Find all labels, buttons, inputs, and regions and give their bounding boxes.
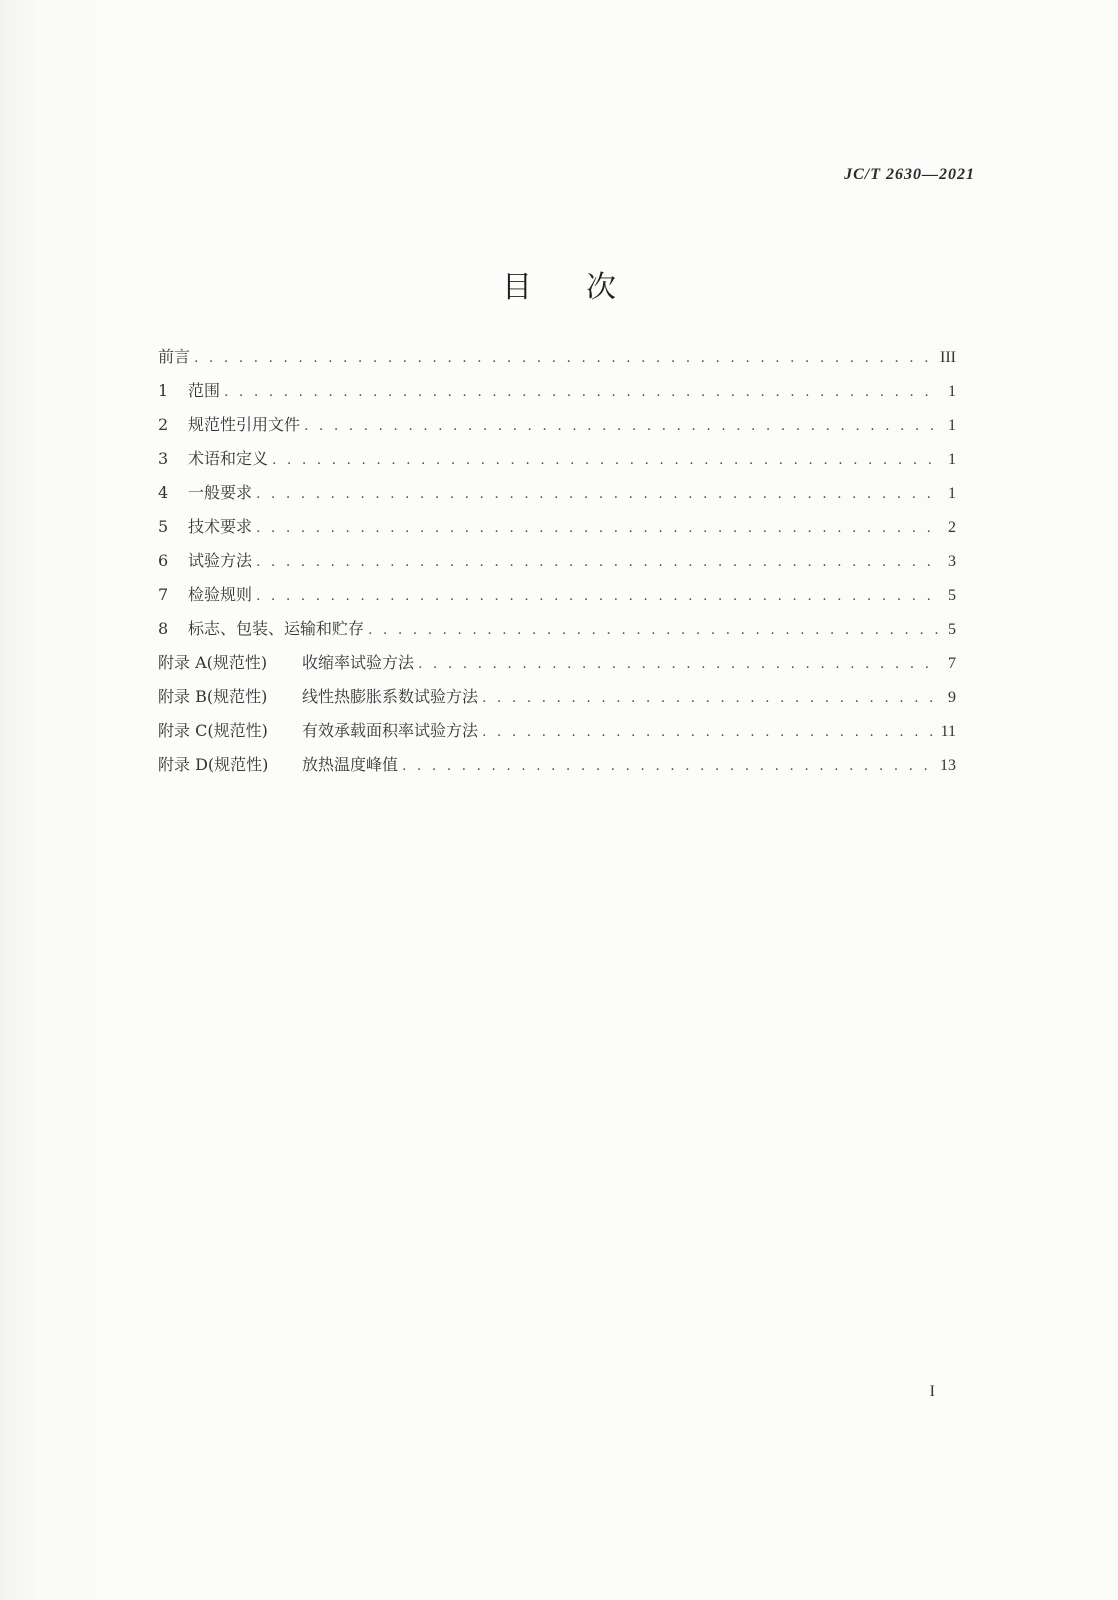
toc-entry-test-methods[interactable] — [158, 548, 956, 582]
toc-leader-dots — [224, 384, 938, 400]
toc-leader-dots — [482, 690, 938, 706]
toc-entry-label: 一般要求 — [188, 483, 253, 502]
toc-entry-label: 技术要求 — [188, 517, 253, 536]
toc-entry-label: 有效承载面积率试验方法 — [302, 721, 479, 740]
toc-entry-scope[interactable] — [158, 378, 956, 412]
toc-leader-dots — [272, 452, 938, 468]
toc-leader-dots — [304, 418, 938, 434]
toc-entry-page: 1 — [948, 451, 956, 468]
toc-title: 目次 — [502, 270, 670, 305]
toc-leader-dots — [418, 656, 938, 672]
toc-leader-dots — [256, 588, 938, 604]
toc-entry-general-requirements[interactable] — [158, 480, 956, 514]
toc-entry-page: 13 — [940, 757, 956, 774]
toc-entry-annex-b[interactable] — [158, 684, 956, 718]
toc-entry-number: 1 — [158, 381, 169, 400]
toc-leader-dots — [402, 758, 934, 774]
standard-code: JC/T 2630—2021 — [844, 166, 975, 183]
toc-entry-label: 规范性引用文件 — [188, 415, 301, 434]
toc-entry-inspection-rules[interactable] — [158, 582, 956, 616]
toc-entry-label: 线性热膨胀系数试验方法 — [302, 687, 479, 706]
toc-entry-label: 收缩率试验方法 — [302, 653, 415, 672]
toc-entry-normative-references[interactable] — [158, 412, 956, 446]
toc-leader-dots — [256, 520, 938, 536]
toc-entry-number: 2 — [158, 415, 169, 434]
toc-entry-page: 2 — [948, 519, 956, 536]
toc-entry-page: 3 — [948, 553, 956, 570]
toc-annex-prefix: 附录 A(规范性) — [158, 653, 268, 672]
toc-entry-label: 试验方法 — [188, 551, 253, 570]
toc-entry-label: 术语和定义 — [188, 449, 269, 468]
toc-entry-number: 3 — [158, 449, 169, 468]
toc-entry-label: 前言 — [158, 347, 191, 366]
toc-entry-label: 放热温度峰值 — [302, 755, 399, 774]
toc-entry-annex-c[interactable] — [158, 718, 956, 752]
toc-leader-dots — [256, 554, 938, 570]
toc-entry-number: 8 — [158, 619, 169, 638]
table-of-contents — [158, 344, 956, 786]
toc-leader-dots — [368, 622, 938, 638]
toc-entry-number: 5 — [158, 517, 169, 536]
toc-entry-number: 7 — [158, 585, 169, 604]
toc-leader-dots — [256, 486, 938, 502]
toc-entry-terms-definitions[interactable] — [158, 446, 956, 480]
toc-entry-page: 1 — [948, 485, 956, 502]
toc-entry-page: 5 — [948, 621, 956, 638]
toc-entry-marking-packaging[interactable] — [158, 616, 956, 650]
toc-entry-technical-requirements[interactable] — [158, 514, 956, 548]
toc-entry-number: 4 — [158, 483, 169, 502]
toc-entry-annex-a[interactable] — [158, 650, 956, 684]
toc-entry-annex-d[interactable] — [158, 752, 956, 786]
toc-entry-label: 范围 — [188, 381, 221, 400]
page-number: I — [929, 1383, 935, 1400]
toc-annex-prefix: 附录 D(规范性) — [158, 755, 269, 774]
toc-entry-page: 11 — [940, 723, 956, 740]
toc-entry-label: 标志、包装、运输和贮存 — [188, 619, 365, 638]
toc-annex-prefix: 附录 B(规范性) — [158, 687, 268, 706]
toc-entry-number: 6 — [158, 551, 169, 570]
toc-entry-page: III — [940, 349, 956, 366]
toc-entry-page: 5 — [948, 587, 956, 604]
toc-entry-page: 1 — [948, 417, 956, 434]
toc-leader-dots — [482, 724, 935, 740]
toc-entry-page: 9 — [948, 689, 956, 706]
toc-entry-page: 1 — [948, 383, 956, 400]
toc-entry-foreword[interactable] — [158, 344, 956, 378]
toc-annex-prefix: 附录 C(规范性) — [158, 721, 268, 740]
toc-entry-label: 检验规则 — [188, 585, 253, 604]
toc-entry-page: 7 — [948, 655, 956, 672]
toc-leader-dots — [194, 350, 934, 366]
